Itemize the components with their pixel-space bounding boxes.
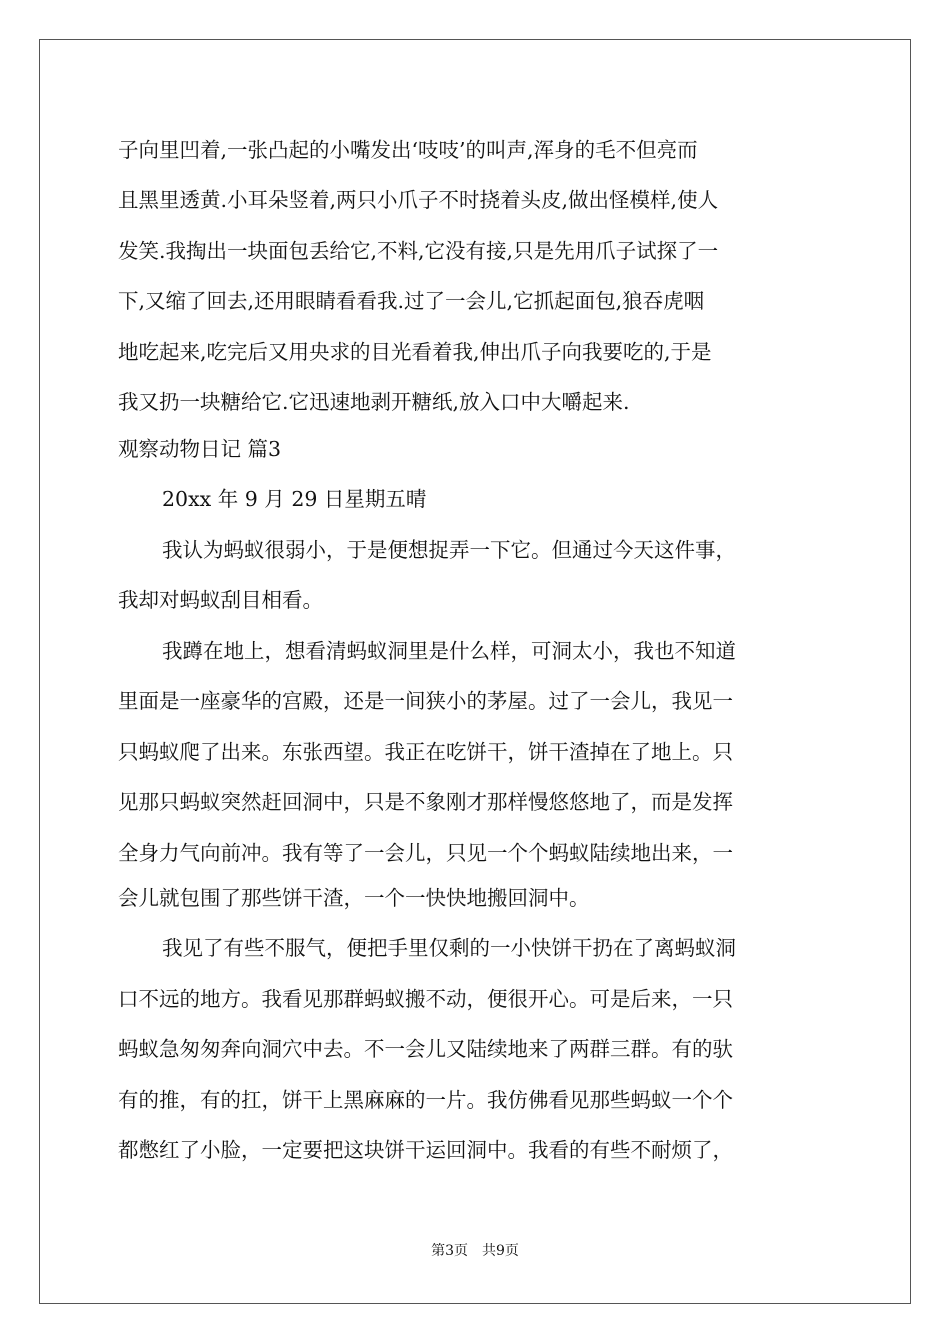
text-line: 蚂蚁急匆匆奔向洞穴中去。不一会儿又陆续地来了两群三群。有的驮	[118, 1037, 733, 1061]
total-pages-label: 共9页	[482, 1243, 519, 1259]
text-line: 且黑里透黄.小耳朵竖着,两只小爪子不时挠着头皮,做出怪模样,使人	[118, 188, 719, 212]
text-line: 都憋红了小脸，一定要把这块饼干运回洞中。我看的有些不耐烦了，	[118, 1138, 733, 1162]
text-line: 我却对蚂蚁刮目相看。	[118, 588, 323, 612]
text-line: 下,又缩了回去,还用眼睛看看我.过了一会儿,它抓起面包,狼吞虎咽	[118, 289, 705, 313]
text-line: 里面是一座豪华的宫殿，还是一间狭小的茅屋。过了一会儿，我见一	[118, 689, 733, 713]
text-line: 子向里凹着,一张凸起的小嘴发出‘吱吱’的叫声,浑身的毛不但亮而	[118, 138, 698, 162]
text-line: 地吃起来,吃完后又用央求的目光看着我,伸出爪子向我要吃的,于是	[118, 340, 712, 364]
diary-date: 20xx 年 9 月 29 日星期五晴	[162, 487, 427, 511]
text-line: 全身力气向前冲。我有等了一会儿，只见一个个蚂蚁陆续地出来，一	[118, 841, 733, 865]
text-line: 有的推，有的扛，饼干上黑麻麻的一片。我仿佛看见那些蚂蚁一个个	[118, 1088, 733, 1112]
text-line: 发笑.我掏出一块面包丢给它,不料,它没有接,只是先用爪子试探了一	[118, 239, 719, 263]
text-line: 我又扔一块糖给它.它迅速地剥开糖纸,放入口中大嚼起来.	[118, 390, 630, 414]
text-line: 见那只蚂蚁突然赶回洞中，只是不象刚才那样慢悠悠地了，而是发挥	[118, 790, 733, 814]
page-footer	[0, 1240, 950, 1260]
text-line: 会儿就包围了那些饼干渣，一个一快快地搬回洞中。	[118, 886, 590, 910]
text-line: 我见了有些不服气，便把手里仅剩的一小快饼干扔在了离蚂蚁洞	[162, 936, 736, 960]
text-line: 我蹲在地上，想看清蚂蚁洞里是什么样，可洞太小，我也不知道	[162, 639, 736, 663]
text-line: 我认为蚂蚁很弱小，于是便想捉弄一下它。但通过今天这件事，	[162, 538, 736, 562]
text-line: 只蚂蚁爬了出来。东张西望。我正在吃饼干，饼干渣掉在了地上。只	[118, 740, 733, 764]
current-page-label: 第3页	[431, 1243, 468, 1259]
text-line: 口不远的地方。我看见那群蚂蚁搬不动，便很开心。可是后来，一只	[118, 987, 733, 1011]
section-heading: 观察动物日记 篇3	[118, 437, 282, 461]
